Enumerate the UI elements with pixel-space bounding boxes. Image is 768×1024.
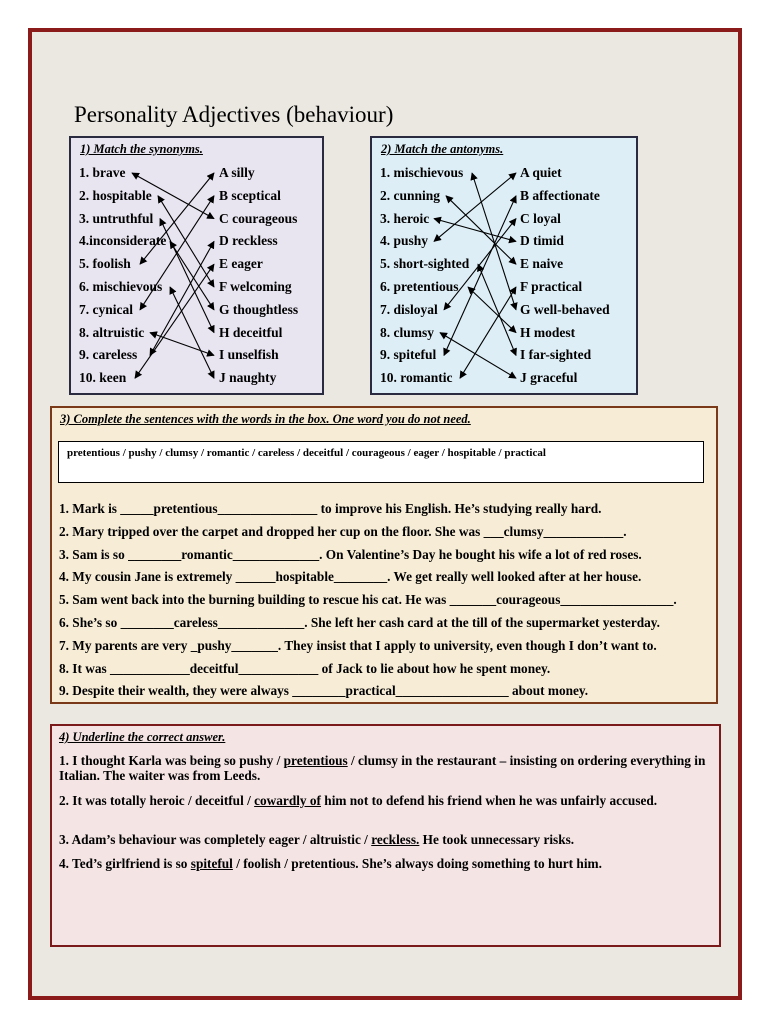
antonym-left-item-3: 3. heroic (380, 210, 430, 226)
antonym-left-item-7: 7. disloyal (380, 301, 438, 317)
antonym-right-item-2: B affectionate (520, 187, 600, 203)
synonym-left-item-9: 9. careless (79, 347, 138, 363)
synonym-left-item-6: 6. mischievous (79, 279, 163, 294)
synonym-left-item-4: 4.inconsiderate (79, 233, 167, 249)
sentence-9: 9. Despite their wealth, they were always ________practical_________________ about money. (59, 683, 589, 699)
antonym-right-item-3: C loyal (520, 210, 561, 226)
antonym-right-item-4: D timid (520, 233, 564, 249)
question-4-text-end: / foolish / pretentious. She’s always doing something to hurt him. (232, 856, 602, 871)
question-3-text: 3. Adam’s behaviour was completely eager / altruistic / (59, 832, 372, 847)
synonym-left-item-10: 10. keen (79, 370, 127, 386)
match-arrow (150, 333, 214, 356)
question-4-text: 4. Ted’s girlfriend is so (59, 856, 191, 871)
antonym-right-item-5: E naive (520, 256, 564, 272)
match-arrow (140, 173, 214, 264)
antonym-left-item-10: 10. romantic (380, 370, 453, 386)
synonym-right-item-2: B sceptical (219, 187, 281, 203)
question-1 (59, 753, 709, 783)
antonym-right-item-8: H modest (520, 324, 576, 340)
match-arrow (444, 219, 516, 310)
question-3-answer: reckless. (371, 832, 420, 847)
antonym-right-item-7: G well-behaved (520, 301, 610, 317)
question-2 (59, 793, 709, 808)
match-arrow (446, 196, 516, 264)
antonym-right-item-1: A quiet (520, 165, 562, 180)
question-2-answer: cowardly of (254, 793, 321, 808)
question-1-text: 1. I thought Karla was being so pushy / (59, 753, 284, 768)
sentence-4: 4. My cousin Jane is extremely ______hospitable________. We get really well looked after at her house. (59, 569, 642, 585)
sentence-2: 2. Mary tripped over the carpet and dropped her cup on the floor. She was ___clumsy____________. (59, 523, 627, 539)
sentence-1: 1. Mark is _____pretentious_______________ to improve his English. He’s studying really hard. (59, 501, 602, 516)
antonym-left-item-4: 4. pushy (380, 233, 429, 249)
antonym-left-item-9: 9. spiteful (380, 347, 437, 363)
synonym-right-item-10: J naughty (219, 370, 277, 386)
sentence-6: 6. She’s so ________careless_____________. She left her cash card at the till of the supermarket yesterday. (59, 615, 661, 630)
match-arrow (132, 173, 214, 219)
synonym-right-item-9: I unselfish (219, 347, 279, 363)
sentence-3: 3. Sam is so ________romantic_____________. On Valentine’s Day he bought his wife a lot of red roses. (59, 546, 642, 562)
antonym-right-item-9: I far-sighted (520, 347, 592, 363)
question-1-text-end: / clumsy in the restaurant – insisting on ordering everything in Italian. The waiter was from Leeds. (59, 753, 706, 783)
synonym-right-item-3: C courageous (219, 210, 298, 226)
synonym-right-item-7: G thoughtless (219, 301, 299, 317)
antonym-right-item-10: J graceful (520, 370, 578, 386)
synonym-right-item-1: A silly (219, 165, 255, 180)
synonym-left-item-8: 8. altruistic (79, 324, 145, 340)
antonym-left-item-2: 2. cunning (380, 187, 441, 203)
sentence-8: 8. It was ____________deceitful____________ of Jack to lie about how he spent money. (59, 660, 551, 676)
synonym-left-item-3: 3. untruthful (79, 210, 154, 226)
question-3 (59, 832, 709, 847)
sentence-7: 7. My parents are very _pushy_______. They insist that I apply to university, even though I don’t want to. (59, 637, 657, 653)
match-arrow (478, 264, 516, 355)
synonym-right-item-8: H deceitful (219, 324, 283, 340)
sentences-heading: 3) Complete the sentences with the words in the box. One word you do not need. (60, 412, 471, 426)
underline-heading: 4) Underline the correct answer. (59, 730, 226, 744)
word-list: pretentious / pushy / clumsy / romantic / careless / deceitful / courageous / eager / hospitable / practical (67, 447, 546, 459)
antonym-left-item-8: 8. clumsy (380, 324, 434, 340)
antonym-right-item-6: F practical (520, 279, 583, 294)
synonym-right-item-4: D reckless (219, 233, 278, 249)
synonyms-heading: 1) Match the synonyms. (80, 142, 203, 156)
synonym-left-item-1: 1. brave (79, 165, 126, 180)
antonym-left-item-6: 6. pretentious (380, 279, 459, 294)
page-title: Personality Adjectives (behaviour) (74, 102, 394, 127)
antonym-left-item-1: 1. mischievous (380, 165, 464, 180)
synonym-left-item-5: 5. foolish (79, 256, 131, 272)
synonym-left-item-7: 7. cynical (79, 301, 133, 317)
word-box (58, 441, 704, 483)
question-2-text: 2. It was totally heroic / deceitful / (59, 793, 255, 808)
match-arrow (472, 173, 516, 310)
antonym-left-item-5: 5. short-sighted (380, 256, 470, 272)
match-arrow (170, 287, 214, 378)
match-arrow (135, 264, 214, 378)
synonym-left-item-2: 2. hospitable (79, 187, 152, 203)
question-3-text-end: He took unnecessary risks. (419, 832, 575, 847)
question-4 (59, 856, 709, 871)
synonym-right-item-6: F welcoming (219, 279, 292, 294)
question-2-text-end: him not to defend his friend when he was unfairly accused. (320, 793, 658, 808)
match-arrow (150, 241, 214, 355)
synonym-right-item-5: E eager (219, 256, 263, 272)
question-4-answer: spiteful (190, 856, 233, 871)
antonyms-heading: 2) Match the antonyms. (381, 142, 504, 156)
question-1-answer: pretentious (283, 753, 348, 768)
sentence-5: 5. Sam went back into the burning building to rescue his cat. He was _______courageous_________________. (59, 592, 677, 608)
